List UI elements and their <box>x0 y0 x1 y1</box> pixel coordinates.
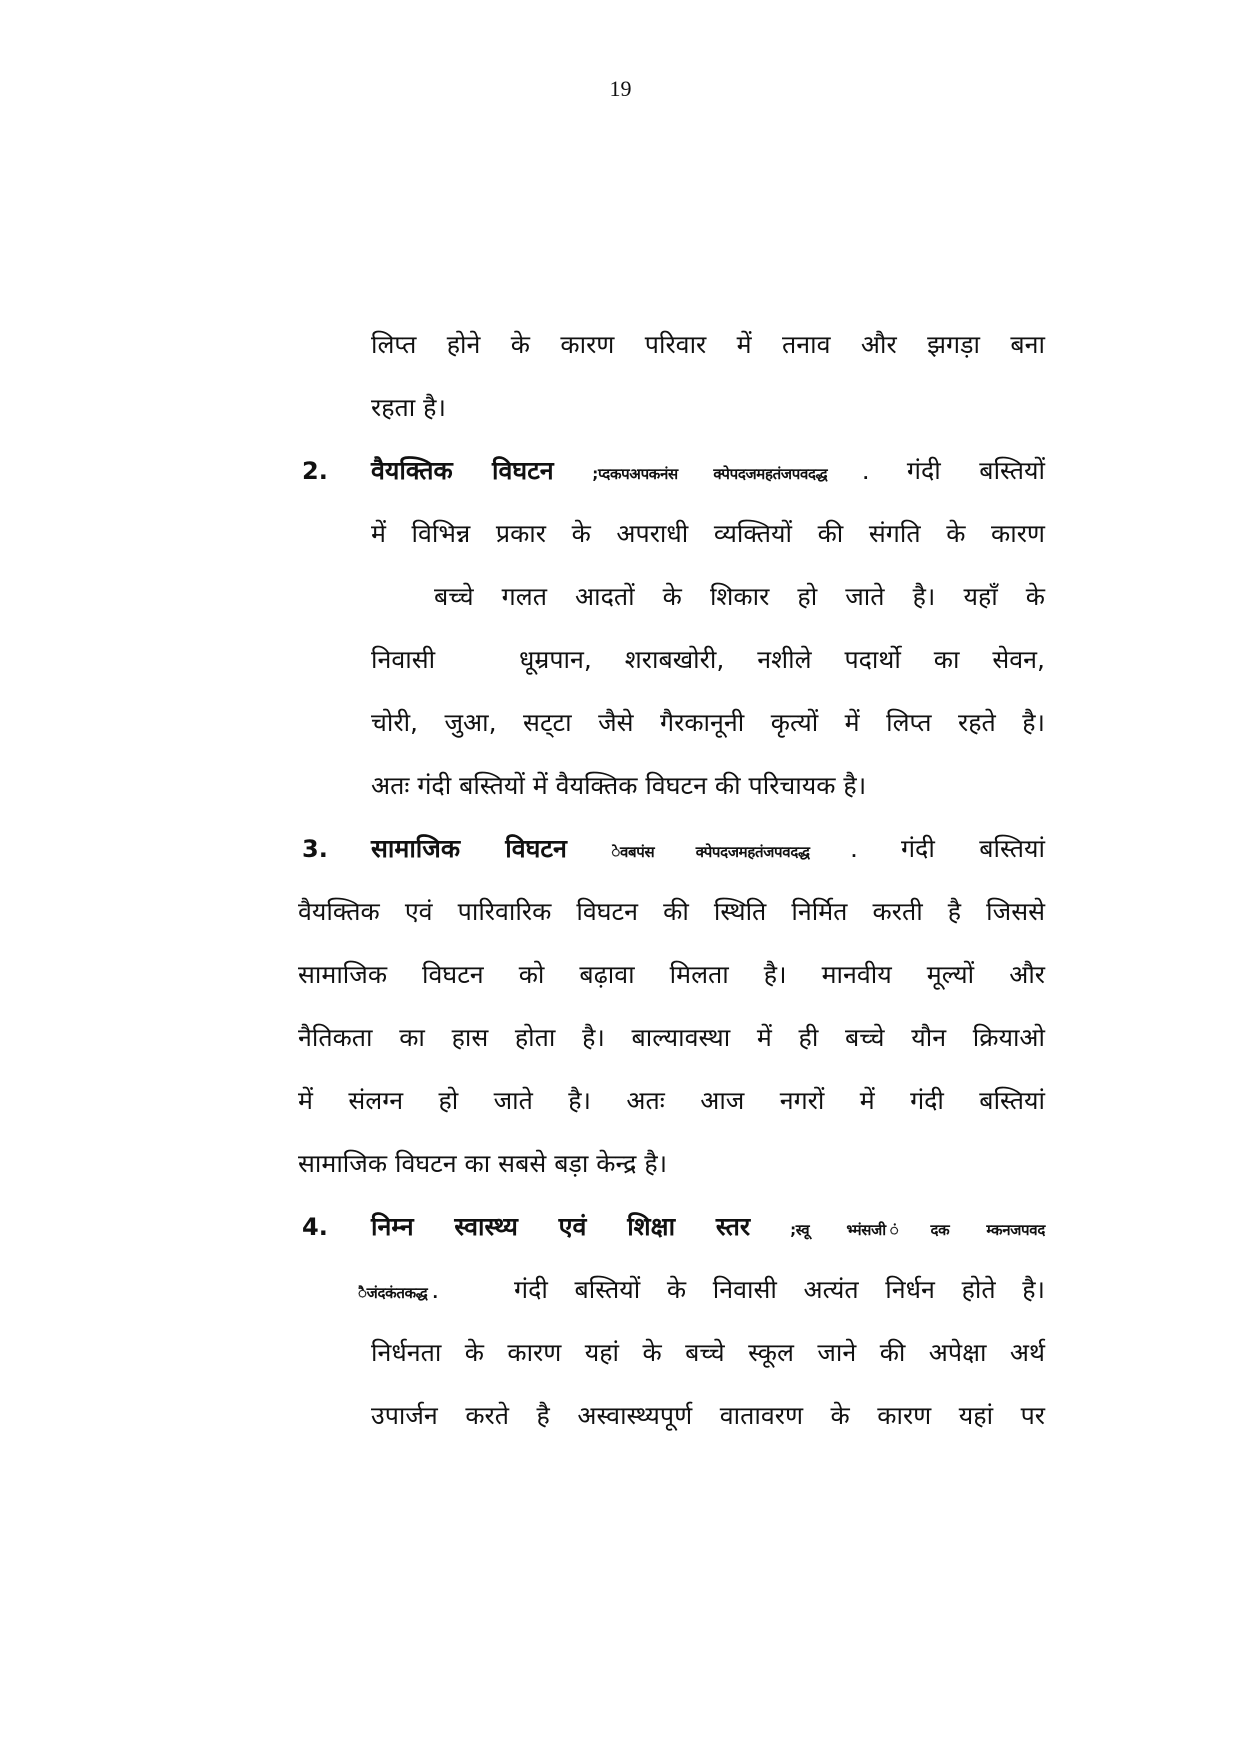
item-heading: सामाजिक विघटन <box>371 834 567 863</box>
garbled-english-term: ैजंदकंतकद्ध . <box>358 1284 438 1302</box>
garbled-english-term: ;स्वू भ्मंसजी ंदक म्कनजपवद <box>790 1221 1045 1239</box>
text-line: में विभिन्न प्रकार के अपराधी व्यक्तियों की संगति के कारण <box>371 519 1045 548</box>
item-heading-line <box>371 1207 1045 1247</box>
item-number: 2. <box>302 457 328 485</box>
item-number: 4. <box>302 1213 328 1241</box>
text-line: लिप्त होने के कारण परिवार में तनाव और झगड़ा बना <box>371 330 1045 359</box>
text-line: बच्चे गलत आदतों के शिकार हो जाते है। यहाँ के <box>434 582 1045 611</box>
item-heading-line <box>371 829 1045 869</box>
text-line: चोरी, जुआ, सट्‌टा जैसे गैरकानूनी कृत्यों में लिप्त रहते है। <box>371 708 1045 737</box>
text-fragment: गंदी बस्तियों <box>906 456 1045 485</box>
item-heading: वैयक्तिक विघटन <box>371 456 554 485</box>
garbled-english-term: ;प्दकपअपकनंस क्पेपदजमहतंजपवदद्ध . <box>592 465 869 483</box>
text-fragment: गंदी बस्तियां <box>900 834 1045 863</box>
text-line: सामाजिक विघटन को बढ़ावा मिलता है। मानवीय मूल्यों और <box>298 960 1045 989</box>
text-line: धूम्रपान, शराबखोरी, नशीले पदार्थो का सेवन, <box>519 645 1045 674</box>
text-line: में संलग्न हो जाते है। अतः आज नगरों में गंदी बस्तियां <box>298 1086 1045 1115</box>
text-line: गंदी बस्तियों के निवासी अत्यंत निर्धन होते है। <box>514 1275 1045 1304</box>
item-heading: निम्न स्वास्थ्य एवं शिक्षा स्तर <box>371 1212 751 1241</box>
text-line: सामाजिक विघटन का सबसे बड़ा केन्द्र है। <box>298 1149 668 1178</box>
text-line: अतः गंदी बस्तियों में वैयक्तिक विघटन की परिचायक है। <box>371 771 867 800</box>
garbled-english-term: ेवबपंस क्पेपदजमहतंजपवदद्ध . <box>611 843 857 861</box>
item-number: 3. <box>302 835 328 863</box>
text-line: वैयक्तिक एवं पारिवारिक विघटन की स्थिति निर्मित करती है जिससे <box>298 897 1045 926</box>
item-heading-line <box>371 451 1045 491</box>
text-line: नैतिकता का हास होता है। बाल्यावस्था में ही बच्चे यौन क्रियाओ <box>298 1023 1045 1052</box>
text-line: निर्धनता के कारण यहां के बच्चे स्कूल जाने की अपेक्षा अर्थ <box>371 1338 1045 1367</box>
page-number: 19 <box>609 76 632 101</box>
text-line: निवासी <box>371 645 436 674</box>
text-line: उपार्जन करते है अस्वास्थ्यपूर्ण वातावरण के कारण यहां पर <box>371 1401 1045 1430</box>
text-line: रहता है। <box>371 393 446 422</box>
